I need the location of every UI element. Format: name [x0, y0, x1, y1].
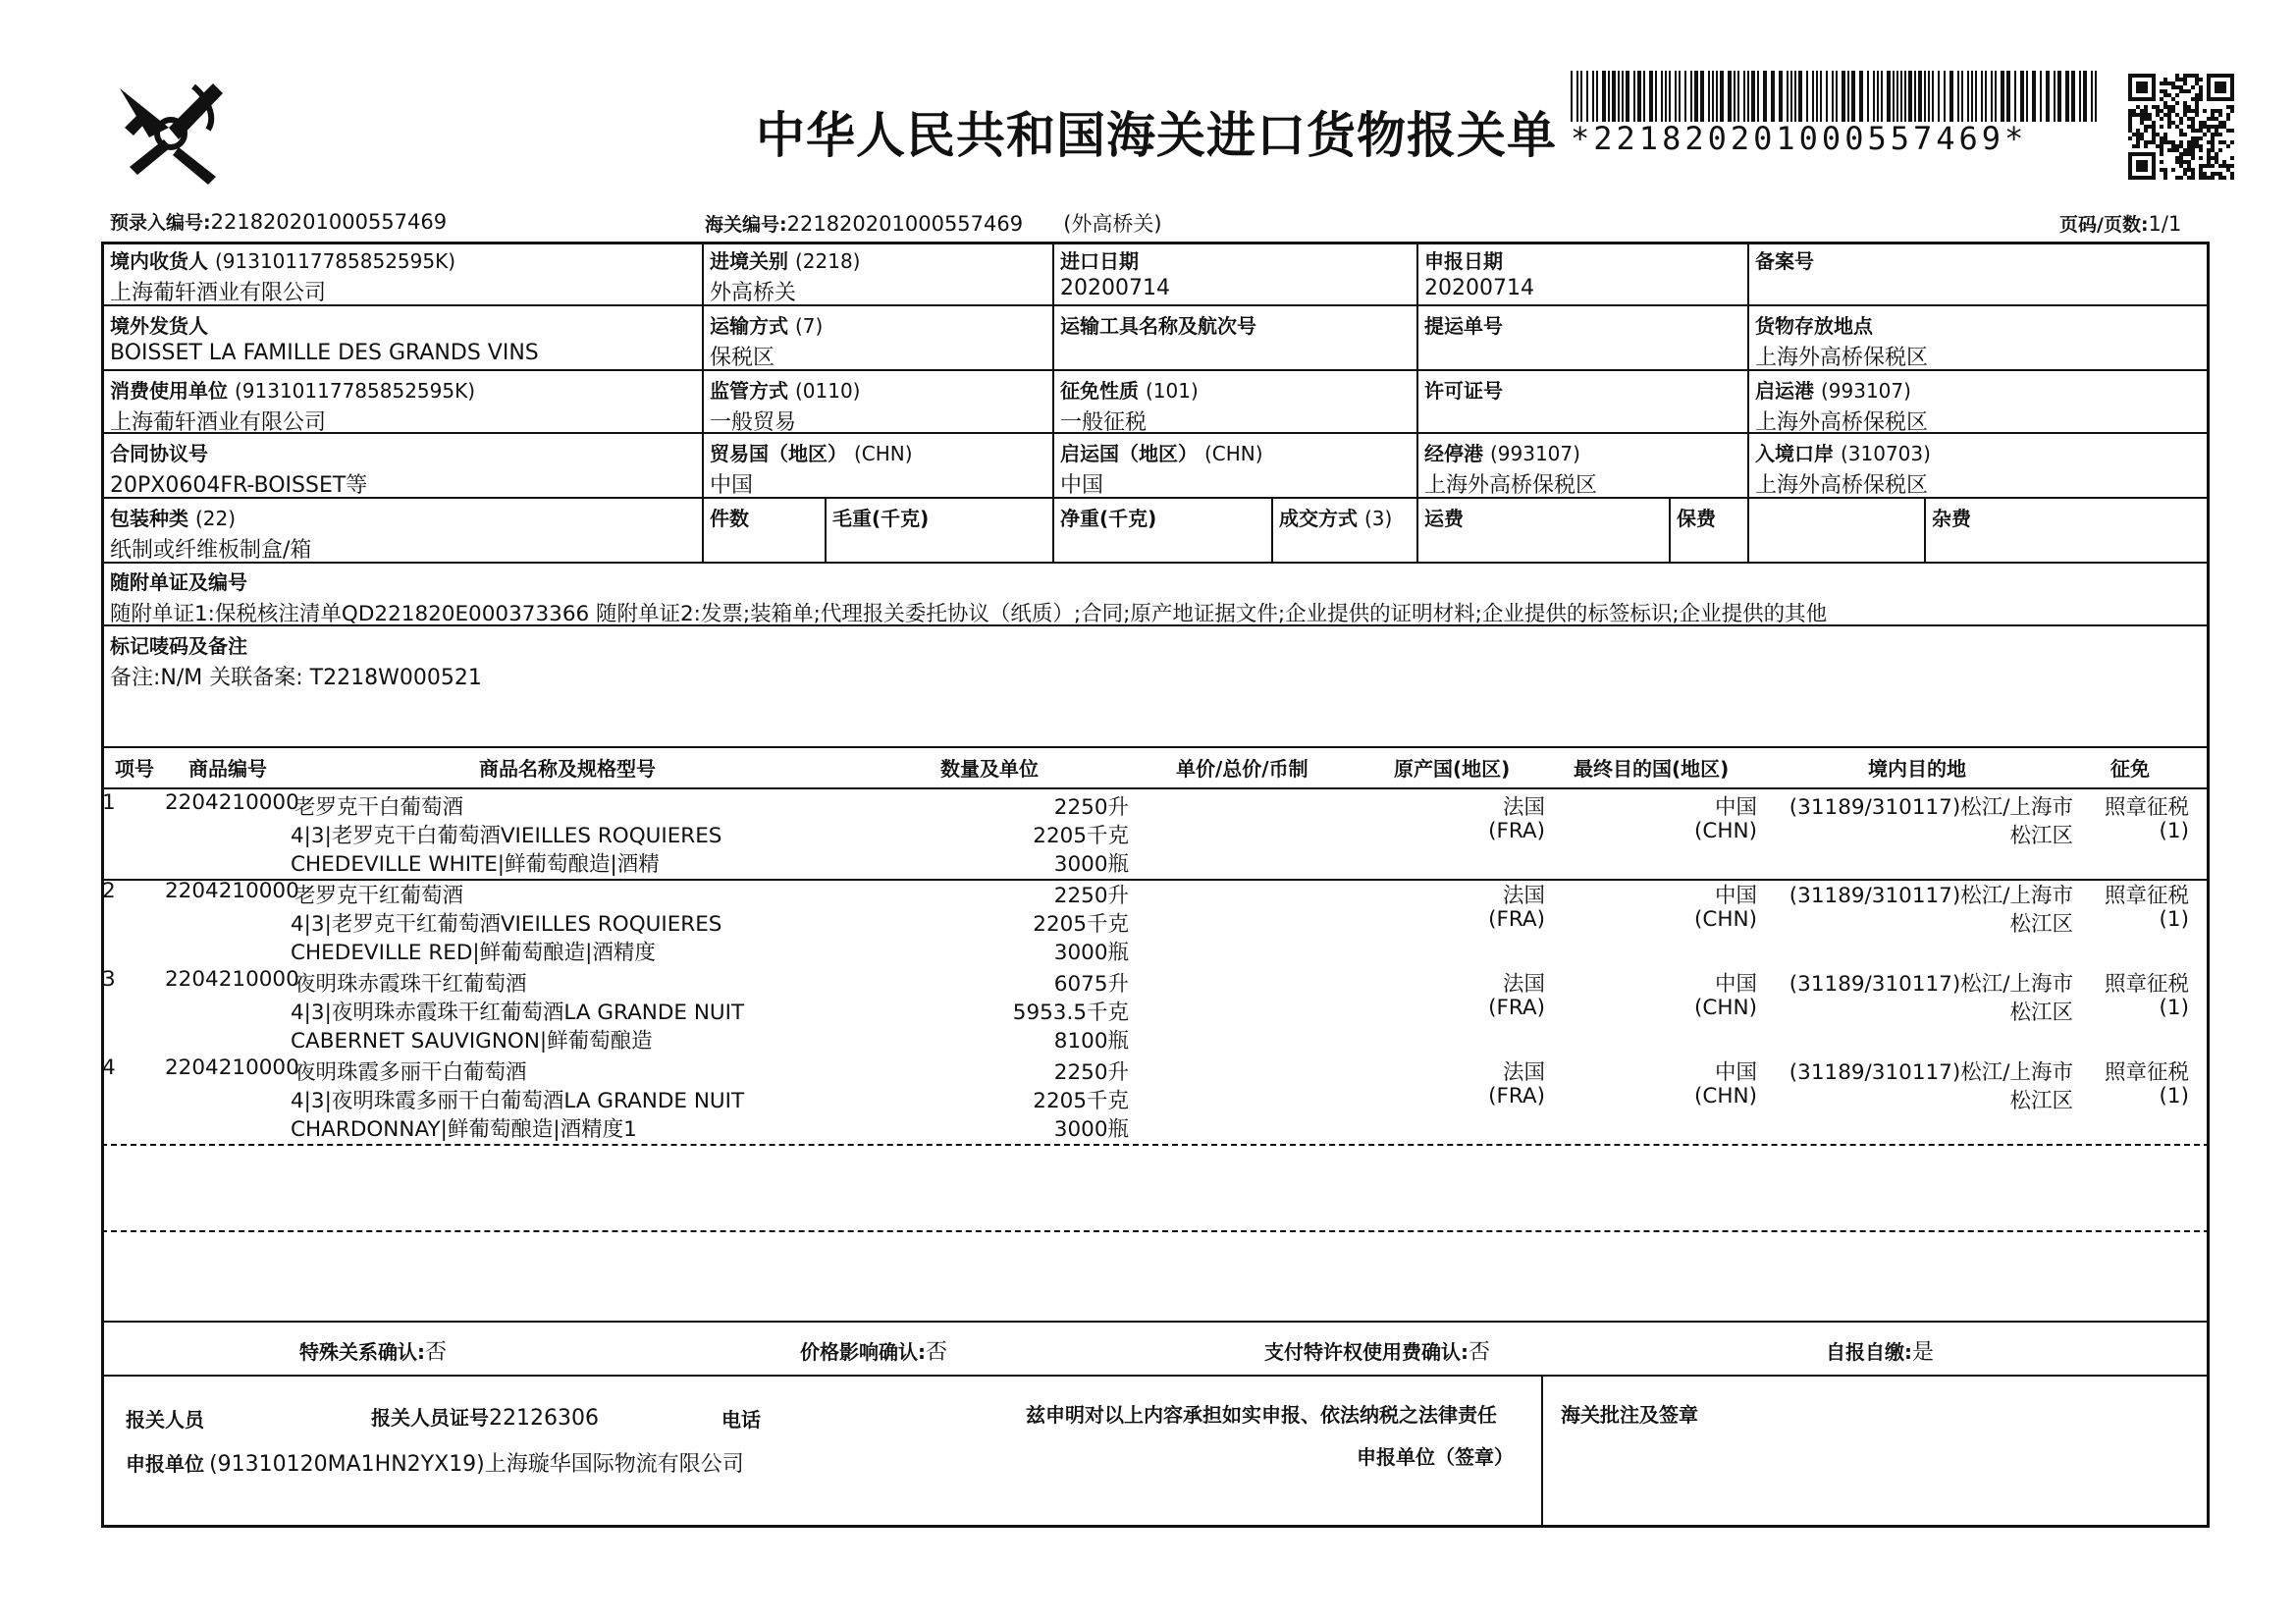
- item-levy-code: (1): [2159, 907, 2189, 932]
- item-levy-code: (1): [2159, 996, 2189, 1020]
- bill-no-cell: 提运单号: [1424, 314, 1503, 338]
- item-spec-cont: CHARDONNAY|鲜葡萄酿造|酒精度1: [291, 1117, 637, 1142]
- license-no-cell: 许可证号: [1424, 379, 1503, 403]
- phone-label: 电话: [721, 1408, 761, 1432]
- self-pay-confirm: 自报自缴:是: [1826, 1340, 1935, 1365]
- item-origin: 法国: [1502, 1060, 1545, 1085]
- insurance-cell: 保费: [1677, 507, 1716, 530]
- transport-mode-cell: 运输方式 (7) 保税区: [710, 314, 824, 370]
- storage-place-cell: 货物存放地点 上海外高桥保税区: [1755, 314, 1929, 370]
- item-qty-bottles: 3000瓶: [1053, 941, 1129, 965]
- item-dest: 中国: [1714, 972, 1757, 997]
- item-origin-code: (FRA): [1488, 907, 1545, 932]
- levy-nature-cell: 征免性质 (101) 一般征税: [1060, 379, 1199, 435]
- item-qty-liters: 2250升: [1053, 1060, 1129, 1085]
- misc-fee-cell: 杂费: [1932, 507, 1971, 530]
- item-qty-bottles: 3000瓶: [1053, 1117, 1129, 1142]
- item-domestic: (31189/310117)松江/上海市: [1789, 795, 2073, 820]
- item-qty-kg: 5953.5千克: [1012, 1001, 1129, 1025]
- entry-customs-cell: 进境关别 (2218) 外高桥关: [710, 249, 861, 305]
- supervision-mode-cell: 监管方式 (0110) 一般贸易: [710, 379, 861, 435]
- trade-country-cell: 贸易国（地区） (CHN) 中国: [710, 442, 913, 498]
- deal-mode-cell: 成交方式 (3): [1279, 507, 1393, 530]
- item-name: 老罗克干红葡萄酒: [294, 884, 464, 908]
- items-header-dest: 最终目的国(地区): [1574, 757, 1730, 781]
- items-header-no: 项号: [115, 757, 154, 781]
- item-spec: 4|3|夜明珠赤霞珠干红葡萄酒LA GRANDE NUIT: [291, 1001, 745, 1025]
- consignor-cell: 境外发货人 BOISSET LA FAMILLE DES GRANDS VINS: [110, 314, 539, 365]
- item-qty-bottles: 8100瓶: [1053, 1029, 1129, 1054]
- item-spec: 4|3|老罗克干白葡萄酒VIEILLES ROQUIERES: [291, 824, 722, 848]
- royalty-confirm: 支付特许权使用费确认:否: [1264, 1340, 1491, 1365]
- departure-country-cell: 启运国（地区） (CHN) 中国: [1060, 442, 1263, 498]
- item-name: 夜明珠赤霞珠干红葡萄酒: [294, 972, 527, 997]
- item-dest-code: (CHN): [1693, 907, 1757, 932]
- item-domestic: (31189/310117)松江/上海市: [1789, 972, 2073, 997]
- barcode: [1571, 71, 2101, 122]
- item-origin-code: (FRA): [1488, 1084, 1545, 1109]
- item-dest-code: (CHN): [1693, 996, 1757, 1020]
- items-header-origin: 原产国(地区): [1394, 757, 1511, 781]
- page-indicator: 页码/页数:1/1: [2059, 212, 2182, 236]
- item-origin: 法国: [1502, 795, 1545, 820]
- net-weight-cell: 净重(千克): [1060, 507, 1157, 530]
- barcode-text: *221820201000557469*: [1571, 120, 2028, 157]
- item-domestic-district: 松江区: [2009, 1001, 2073, 1025]
- declare-date-cell: 申报日期 20200714: [1424, 249, 1534, 300]
- declarant-label: 报关人员: [126, 1408, 204, 1432]
- record-no-cell: 备案号: [1755, 249, 1814, 273]
- customs-sign-label: 海关批注及签章: [1561, 1403, 1698, 1427]
- item-qty-kg: 2205千克: [1033, 1089, 1129, 1113]
- item-levy: 照章征税: [2104, 1060, 2189, 1085]
- marks-cell: 标记唛码及备注 备注:N/M 关联备案: T2218W000521: [110, 634, 482, 690]
- legal-statement: 兹申明对以上内容承担如实申报、依法纳税之法律责任: [1026, 1403, 1497, 1427]
- item-domestic: (31189/310117)松江/上海市: [1789, 884, 2073, 908]
- item-levy: 照章征税: [2104, 972, 2189, 997]
- item-levy: 照章征税: [2104, 795, 2189, 820]
- item-dest-code: (CHN): [1693, 819, 1757, 843]
- item-dest: 中国: [1714, 795, 1757, 820]
- items-header-domestic: 境内目的地: [1868, 757, 1966, 781]
- qr-code: [2128, 74, 2234, 180]
- item-qty-kg: 2205千克: [1033, 912, 1129, 937]
- item-origin-code: (FRA): [1488, 819, 1545, 843]
- items-header-price: 单价/总价/币制: [1176, 757, 1308, 781]
- freight-cell: 运费: [1424, 507, 1464, 530]
- customs-emblem-logo: [110, 69, 233, 191]
- item-origin-code: (FRA): [1488, 996, 1545, 1020]
- item-spec-cont: CHEDEVILLE RED|鲜葡萄酿造|酒精度: [291, 941, 656, 965]
- pre-entry-number: 预录入编号:221820201000557469: [110, 210, 448, 234]
- import-date-cell: 进口日期 20200714: [1060, 249, 1170, 300]
- item-domestic-district: 松江区: [2009, 1089, 2073, 1113]
- item-no: 3: [102, 967, 116, 992]
- item-spec-cont: CABERNET SAUVIGNON|鲜葡萄酿造: [291, 1029, 653, 1054]
- consumer-cell: 消费使用单位 (91310117785852595K) 上海葡轩酒业有限公司: [110, 379, 476, 435]
- departure-port-cell: 启运港 (993107) 上海外高桥保税区: [1755, 379, 1929, 435]
- page-title: 中华人民共和国海关进口货物报关单: [756, 107, 1557, 164]
- gross-weight-cell: 毛重(千克): [832, 507, 930, 530]
- item-domestic-district: 松江区: [2009, 824, 2073, 848]
- items-header-levy: 征免: [2110, 757, 2150, 781]
- declare-unit-seal-label: 申报单位（签章）: [1357, 1445, 1514, 1469]
- item-name: 老罗克干白葡萄酒: [294, 795, 464, 820]
- customs-number: 海关编号:221820201000557469 (外高桥关): [705, 212, 1162, 236]
- item-levy-code: (1): [2159, 819, 2189, 843]
- documents-cell: 随附单证及编号 随附单证1:保税核注清单QD221820E000373366 随附单证2:发票;装箱单;代理报关委托协议（纸质）;合同;原产地证据文件;企业提供的证明材料;企业提供的标签标识;企业提供的其他: [110, 570, 1828, 626]
- item-no: 1: [102, 790, 116, 815]
- item-code: 2204210000: [165, 790, 299, 815]
- stop-port-cell: 经停港 (993107) 上海外高桥保税区: [1424, 442, 1598, 498]
- item-name: 夜明珠霞多丽干白葡萄酒: [294, 1060, 527, 1085]
- item-qty-kg: 2205千克: [1033, 824, 1129, 848]
- transport-name-cell: 运输工具名称及航次号: [1060, 314, 1256, 338]
- item-spec: 4|3|老罗克干红葡萄酒VIEILLES ROQUIERES: [291, 912, 722, 937]
- items-header-code: 商品编号: [188, 757, 267, 781]
- item-domestic-district: 松江区: [2009, 912, 2073, 937]
- consignee-cell: 境内收货人 (91310117785852595K) 上海葡轩酒业有限公司: [110, 249, 456, 305]
- item-code: 2204210000: [165, 879, 299, 903]
- item-levy: 照章征税: [2104, 884, 2189, 908]
- entry-port-cell: 入境口岸 (310703) 上海外高桥保税区: [1755, 442, 1931, 498]
- item-qty-liters: 2250升: [1053, 884, 1129, 908]
- declare-unit: 申报单位 (91310120MA1HN2YX19)上海璇华国际物流有限公司: [126, 1452, 744, 1477]
- item-levy-code: (1): [2159, 1084, 2189, 1109]
- item-dest: 中国: [1714, 1060, 1757, 1085]
- item-spec: 4|3|夜明珠霞多丽干白葡萄酒LA GRANDE NUIT: [291, 1089, 745, 1113]
- item-domestic: (31189/310117)松江/上海市: [1789, 1060, 2073, 1085]
- item-origin: 法国: [1502, 972, 1545, 997]
- item-spec-cont: CHEDEVILLE WHITE|鲜葡萄酿造|酒精: [291, 852, 660, 877]
- item-no: 2: [102, 879, 116, 903]
- item-origin: 法国: [1502, 884, 1545, 908]
- item-dest: 中国: [1714, 884, 1757, 908]
- item-qty-liters: 2250升: [1053, 795, 1129, 820]
- item-dest-code: (CHN): [1693, 1084, 1757, 1109]
- pieces-cell: 件数: [710, 507, 749, 530]
- item-code: 2204210000: [165, 1055, 299, 1080]
- item-qty-bottles: 3000瓶: [1053, 852, 1129, 877]
- items-header-name: 商品名称及规格型号: [479, 757, 656, 781]
- declarant-cert: 报关人员证号22126306: [371, 1406, 599, 1431]
- contract-no-cell: 合同协议号 20PX0604FR-BOISSET等: [110, 442, 368, 498]
- item-code: 2204210000: [165, 967, 299, 992]
- price-influence-confirm: 价格影响确认:否: [800, 1340, 948, 1365]
- special-relation-confirm: 特殊关系确认:否: [299, 1340, 448, 1365]
- item-qty-liters: 6075升: [1053, 972, 1129, 997]
- item-no: 4: [102, 1055, 116, 1080]
- items-header-qty: 数量及单位: [940, 757, 1039, 781]
- package-type-cell: 包装种类 (22) 纸制或纤维板制盒/箱: [110, 507, 312, 563]
